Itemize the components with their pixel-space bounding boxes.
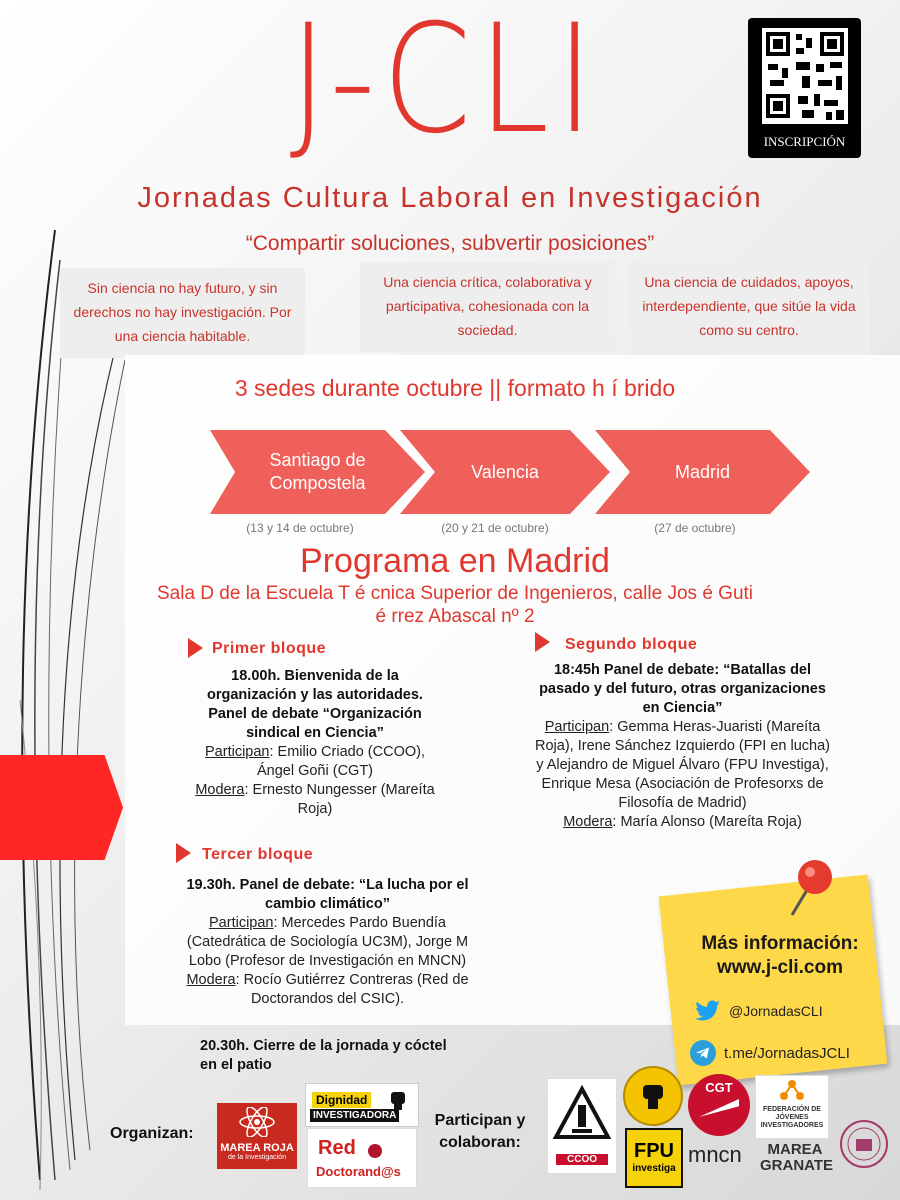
twitter-handle: @JornadasCLI [729,1003,823,1019]
logo-fpi-lucha [623,1066,683,1126]
event-subtitle: Jornadas Cultura Laboral en Investigación [137,182,763,214]
event-quote: “Compartir soluciones, subvertir posiciones” [245,232,655,255]
date-valencia: (20 y 21 de octubre) [441,521,549,535]
block-3-content [185,876,470,1009]
logo-marea-roja [217,1103,297,1169]
moderator-label: Modera [195,782,245,798]
dignidad-text: Dignidad [312,1092,371,1108]
city-arrow-madrid [595,430,810,514]
logo-dignidad-investigadora [305,1083,419,1127]
closing-text: 20.30h. Cierre de la jornada y cóctel en el patio [200,1038,447,1073]
telegram-row[interactable] [690,1040,850,1066]
logo-fpu-investiga [625,1128,683,1188]
logo-ccoo [547,1078,617,1174]
program-title: Programa en Madrid [300,542,610,580]
twitter-row[interactable] [695,1000,823,1022]
city-name: Madrid [674,461,731,482]
moderator-label: Modera [186,972,236,988]
motto-2: Una ciencia crítica, colaborativa y participativa, cohesionada con la sociedad. [360,262,615,352]
motto-3: Una ciencia de cuidados, apoyos, interdependiente, que sitúe la vida como su centro. [628,262,870,357]
block-1-moderator: : Ernesto Nungesser (Mareíta Roja) [244,782,435,817]
date-santiago: (13 y 14 de octubre) [246,521,354,535]
info-line-1: Más información: [701,933,859,954]
red-side-tab [0,755,123,860]
twitter-icon [695,1000,721,1022]
marea-roja-sub: de la Investigación [228,1154,286,1161]
event-title: J-CLI [289,0,601,167]
cgt-text: CGT [705,1080,733,1095]
network-icon [779,1079,805,1101]
participants-label: Participan [209,915,274,931]
organizers-label: Organizan: [110,1125,194,1142]
logo-mncn: mncn [688,1142,742,1167]
block-3-heading: Tercer bloque [202,846,314,863]
telegram-icon [690,1040,716,1066]
moderator-label: Modera [563,814,613,830]
bullet-arrow-icon [188,638,203,658]
bullet-arrow-icon [176,843,191,863]
qr-code-icon [762,28,848,124]
block-1-heading: Primer bloque [212,640,327,657]
block-1-content [190,667,440,819]
block-1-title: 18.00h. Bienvenida de la organización y las autoridades. Panel de debate “Organización sindical en Ciencia” [207,668,423,741]
pomegranate-icon [366,1141,384,1159]
city-name: Valencia [471,461,539,482]
logo-fji [755,1075,829,1139]
logo-marea-granate: MAREA GRANATE [760,1141,834,1174]
block-2-participants: : Gemma Heras-Juaristi (Mareíta Roja), Irene Sánchez Izquierdo (FPI en lucha) y Alejandro de Miguel Álvaro (FPU Investiga), Enrique Mesa (Asociación de Profesorxs de Filosofía de Madrid) [535,719,830,811]
date-madrid: (27 de octubre) [654,521,736,535]
block-2-moderator: : María Alonso (Mareíta Roja) [612,814,802,830]
fji-text: FEDERACIÓN DE JÓVENES INVESTIGADORES [760,1106,824,1129]
sedes-heading: 3 sedes durante octubre || formato h í brido [234,375,676,401]
telegram-link: t.me/JornadasJCLI [724,1044,850,1062]
red-text: Red [318,1137,356,1159]
logo-red-doctorandos [307,1128,417,1188]
cgt-stripe [699,1099,739,1117]
program-venue: Sala D de la Escuela T é cnica Superior de Ingenieros, calle Jos é Guti é rrez Abascal nº 2 [156,583,754,627]
microscope-icon [552,1085,612,1145]
block-1-participants: : Emilio Criado (CCOO), Ángel Goñi (CGT) [256,744,425,779]
info-text [680,932,880,980]
investigadora-text: INVESTIGADORA [310,1109,399,1122]
closing-line [200,1037,460,1075]
logo-cgt [688,1074,750,1136]
block-3-participants: : Mercedes Pardo Buendía (Catedrática de Sociología UC3M), Jorge M Lobo (Profesor de Investigación en MNCN) [186,915,469,969]
participants-label: Participan [544,719,610,735]
doctorandos-text: Doctorand@s [316,1164,401,1179]
city-name: Santiago de Compostela [269,450,366,493]
fist-icon [386,1088,410,1110]
fpu-sub: investiga [632,1163,676,1174]
qr-registration[interactable] [748,18,861,158]
block-2-heading: Segundo bloque [565,636,698,653]
marea-roja-text: MAREA ROJA [220,1142,294,1154]
block-3-title: 19.30h. Panel de debate: “La lucha por el cambio climático” [186,877,469,912]
motto-1: Sin ciencia no hay futuro, y sin derechos no hay investigación. Por una ciencia habitable. [60,268,305,358]
block-3-moderator: : Rocío Gutiérrez Contreras (Red de Doctorandos del CSIC). [235,972,469,1007]
participants-label: Participan [205,744,270,760]
ccoo-text: CCOO [556,1154,608,1165]
decorative-swoosh-lines [0,0,130,1200]
block-2-content [535,661,830,832]
atom-icon [237,1107,277,1137]
block-2-title: 18:45h Panel de debate: “Batallas del pasado y del futuro, otras organizaciones en Ciencia” [539,662,826,716]
bullet-arrow-icon [535,632,550,652]
qr-label: INSCRIPCIÓN [763,134,846,149]
website-link[interactable]: www.j-cli.com [717,957,843,978]
pushpin-icon [780,855,840,925]
city-arrow-santiago [210,430,425,514]
collaborators-label: Participan y colaboran: [434,1112,526,1151]
city-arrow-valencia [400,430,610,514]
fpu-text: FPU [634,1140,674,1162]
stamp-icon [838,1118,890,1170]
fist-icon [638,1081,668,1111]
